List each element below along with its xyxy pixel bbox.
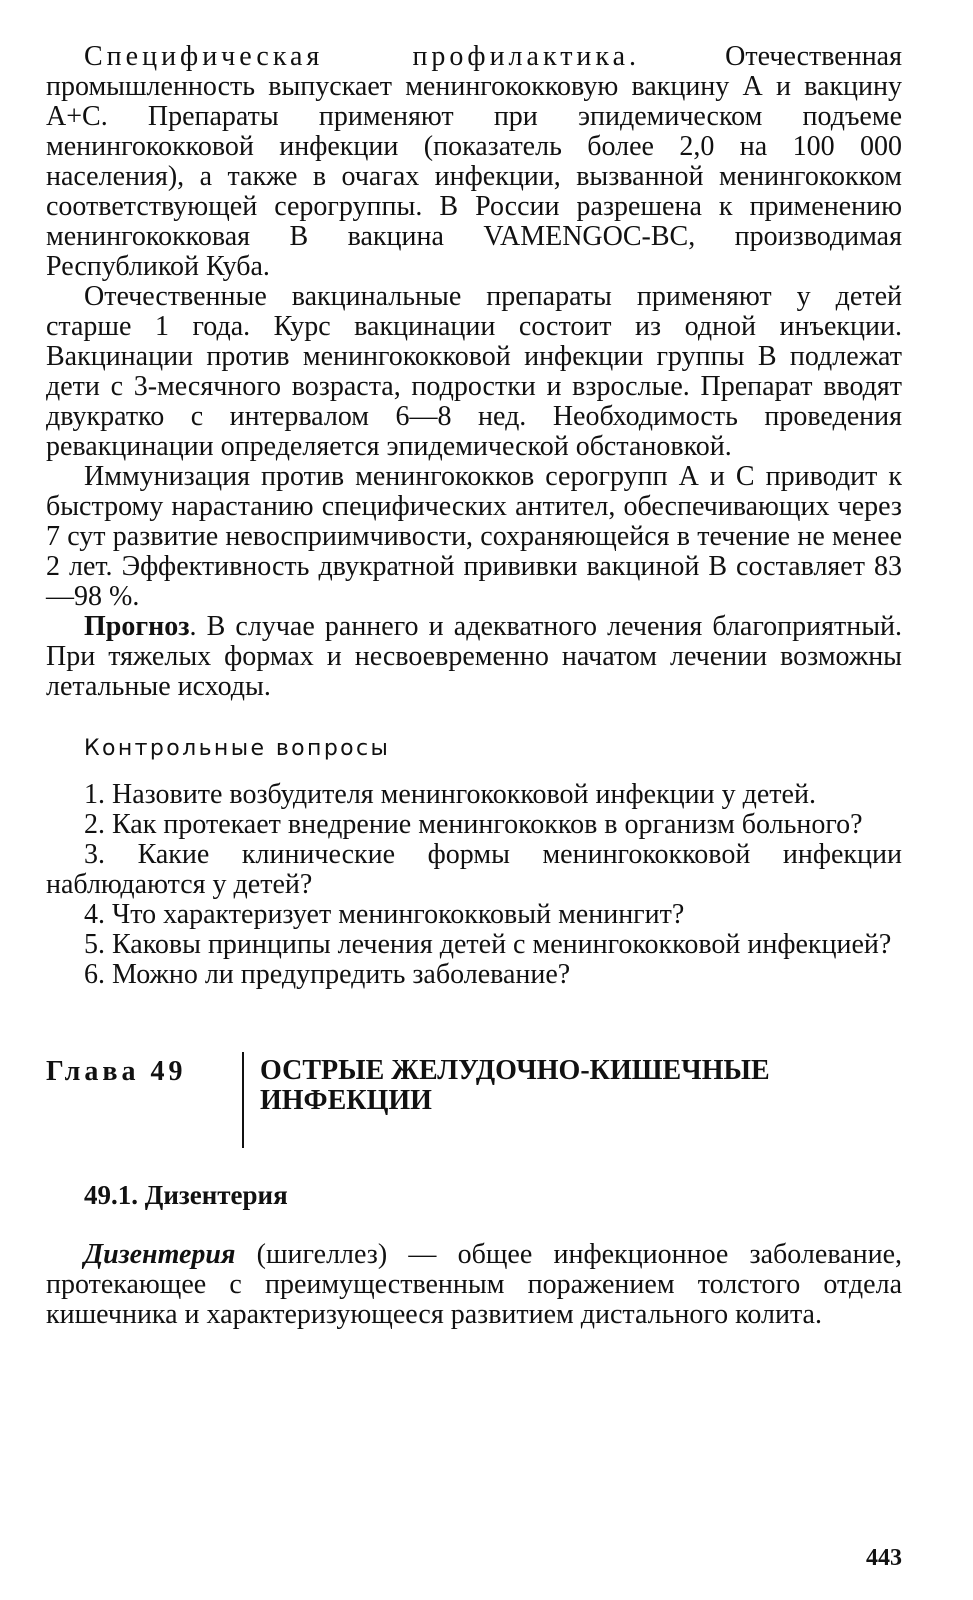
question-item: 6. Можно ли предупредить заболевание? [84, 959, 571, 990]
paragraph-immunization: Иммунизация против менингококков серогрупп А и С приводит к быстрому нарастанию специфических антител, обеспечивающих через 7 сут развитие невосприимчивости, сохраняющейся в течение не менее 2 лет. Эффективность двукратной прививки вакциной В составляет 83—98 %. [46, 461, 902, 612]
prognosis-body: . В случае раннего и адекватного лечения благоприятный. При тяжелых формах и несвоевременно начатом лечении возможны летальные исходы. [46, 611, 902, 702]
question-item: 5. Каковы принципы лечения детей с менингококковой инфекцией? [84, 929, 892, 960]
book-page [46, 42, 902, 1572]
chapter-divider [242, 1052, 244, 1148]
question-item: 1. Назовите возбудителя менингококковой инфекции у детей. [84, 779, 816, 810]
paragraph-prognosis [46, 612, 902, 702]
page-number: 443 [866, 1545, 902, 1571]
chapter-label: Глава 49 [46, 1056, 187, 1087]
paragraph-specific-prophylaxis [46, 42, 902, 282]
chapter-header [46, 1052, 902, 1148]
question-item: 4. Что характеризует менингококковый менингит? [84, 899, 685, 930]
definition-body: (шигеллез) — общее инфекционное заболевание, протекающее с преимущественным поражением толстого отдела кишечника и характеризующееся развитием дистального колита. [46, 1239, 902, 1330]
paragraph-vaccination-course: Отечественные вакцинальные препараты применяют у детей старше 1 года. Курс вакцинации состоит из одной инъекции. Вакцинации против менингококковой инфекции группы В подлежат дети с 3-месячного возраста, подростки и взрослые. Препарат вводят двукратко с интервалом 6—8 нед. Необходимость проведения ревакцинации определяется эпидемической обстановкой. [46, 281, 902, 462]
control-questions-heading: Контрольные вопросы [84, 736, 391, 761]
control-questions-list [46, 780, 902, 990]
prognosis-heading: Прогноз [84, 611, 190, 642]
paragraph-lead-heading: Специфическая профилактика. [84, 41, 641, 72]
question-item: 3. Какие клинические формы менингококковой инфекции наблюдаются у детей? [46, 839, 902, 900]
question-item: 2. Как протекает внедрение менингококков в организм больного? [84, 809, 863, 840]
subsection-title: 49.1. Дизентерия [84, 1180, 288, 1210]
paragraph-dysentery-definition [46, 1240, 902, 1330]
chapter-title: ОСТРЫЕ ЖЕЛУДОЧНО-КИШЕЧНЫЕ ИНФЕКЦИИ [260, 1055, 770, 1116]
defined-term: Дизентерия [84, 1239, 236, 1270]
paragraph-body: Отечественная промышленность выпускает менингококковую вакцину А и вакцину А+С. Препараты применяют при эпидемическом подъеме менингококковой инфекции (показатель более 2,0 на 100 000 населения), а также в очагах инфекции, вызванной менингококком соответствующей серогруппы. В России разрешена к применению менингококковая В вакцина VAMENGOC-BC, производимая Республикой Куба. [46, 41, 902, 282]
